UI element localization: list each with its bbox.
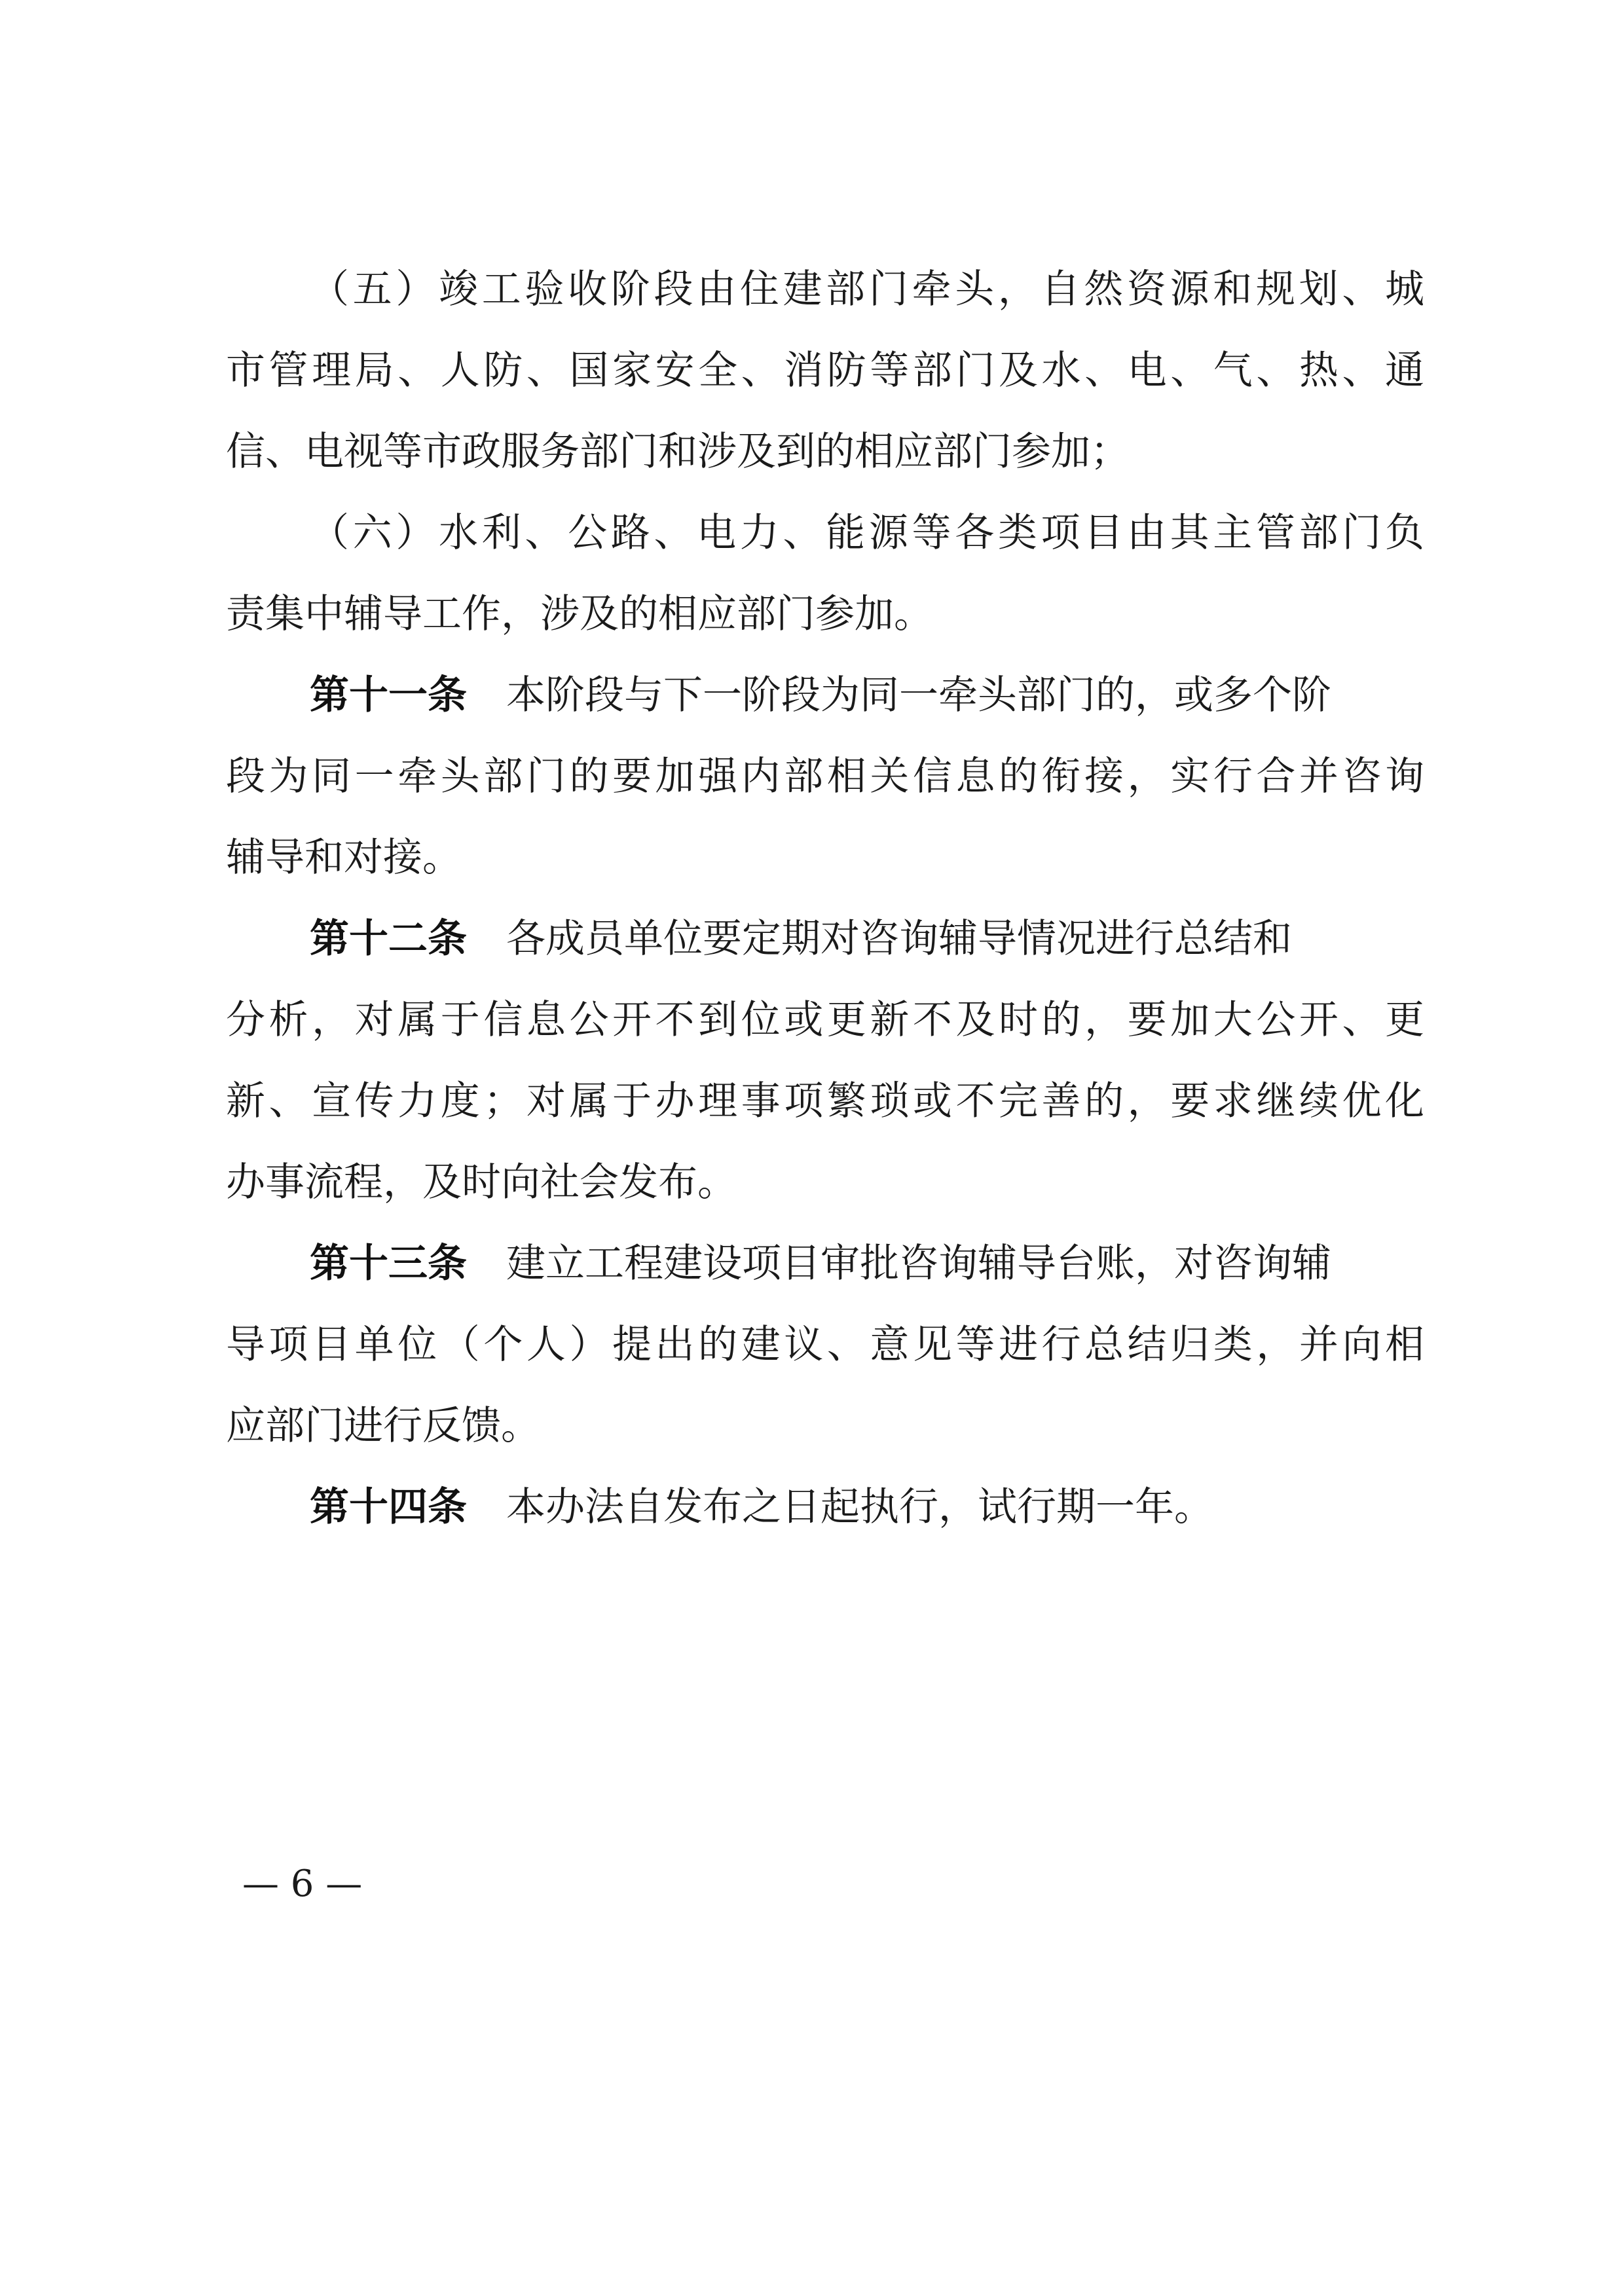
article-line bbox=[226, 898, 1424, 979]
line-text: 导项目单位（个人）提出的建议、意见等进行总结归类，并向相 bbox=[226, 1322, 1424, 1368]
line-text: （五）竣工验收阶段由住建部门牵头，自然资源和规划、城 bbox=[310, 266, 1424, 312]
article-label: 第十四条 bbox=[310, 1484, 467, 1530]
line-text: 辅导和对接。 bbox=[226, 835, 462, 881]
text-line bbox=[226, 574, 1424, 655]
text-line bbox=[226, 330, 1424, 411]
line-text: 新、宣传力度；对属于办理事项繁琐或不完善的，要求继续优化 bbox=[226, 1078, 1424, 1124]
line-text: 各成员单位要定期对咨询辅导情况进行总结和 bbox=[506, 916, 1292, 962]
line-text: 应部门进行反馈。 bbox=[226, 1403, 540, 1449]
article-line bbox=[226, 1223, 1424, 1304]
page-number: — 6 — bbox=[242, 1863, 363, 1905]
article-line bbox=[226, 655, 1424, 736]
line-text: （六）水利、公路、电力、能源等各类项目由其主管部门负 bbox=[310, 510, 1424, 556]
text-line bbox=[226, 249, 1424, 330]
line-text: 责集中辅导工作，涉及的相应部门参加。 bbox=[226, 591, 933, 637]
document-body bbox=[226, 249, 1424, 1548]
article-label: 第十二条 bbox=[310, 916, 467, 962]
line-text: 建立工程建设项目审批咨询辅导台账，对咨询辅 bbox=[506, 1241, 1331, 1286]
text-line bbox=[226, 817, 1424, 898]
line-text: 本阶段与下一阶段为同一牵头部门的，或多个阶 bbox=[506, 672, 1331, 718]
text-line bbox=[226, 1385, 1424, 1467]
line-text: 本办法自发布之日起执行，试行期一年。 bbox=[506, 1484, 1213, 1530]
text-line bbox=[226, 411, 1424, 492]
text-line bbox=[226, 492, 1424, 574]
article-line bbox=[226, 1467, 1424, 1548]
line-text: 办事流程，及时向社会发布。 bbox=[226, 1159, 737, 1205]
text-line bbox=[226, 1142, 1424, 1223]
article-label: 第十一条 bbox=[310, 672, 467, 718]
line-text: 段为同一牵头部门的要加强内部相关信息的衔接，实行合并咨询 bbox=[226, 754, 1424, 799]
line-text: 信、电视等市政服务部门和涉及到的相应部门参加； bbox=[226, 429, 1130, 475]
text-line bbox=[226, 1304, 1424, 1385]
line-text: 市管理局、人防、国家安全、消防等部门及水、电、气、热、通 bbox=[226, 348, 1424, 393]
text-line bbox=[226, 979, 1424, 1061]
line-text: 分析，对属于信息公开不到位或更新不及时的，要加大公开、更 bbox=[226, 997, 1424, 1043]
article-label: 第十三条 bbox=[310, 1241, 467, 1286]
text-line bbox=[226, 736, 1424, 817]
text-line bbox=[226, 1061, 1424, 1142]
